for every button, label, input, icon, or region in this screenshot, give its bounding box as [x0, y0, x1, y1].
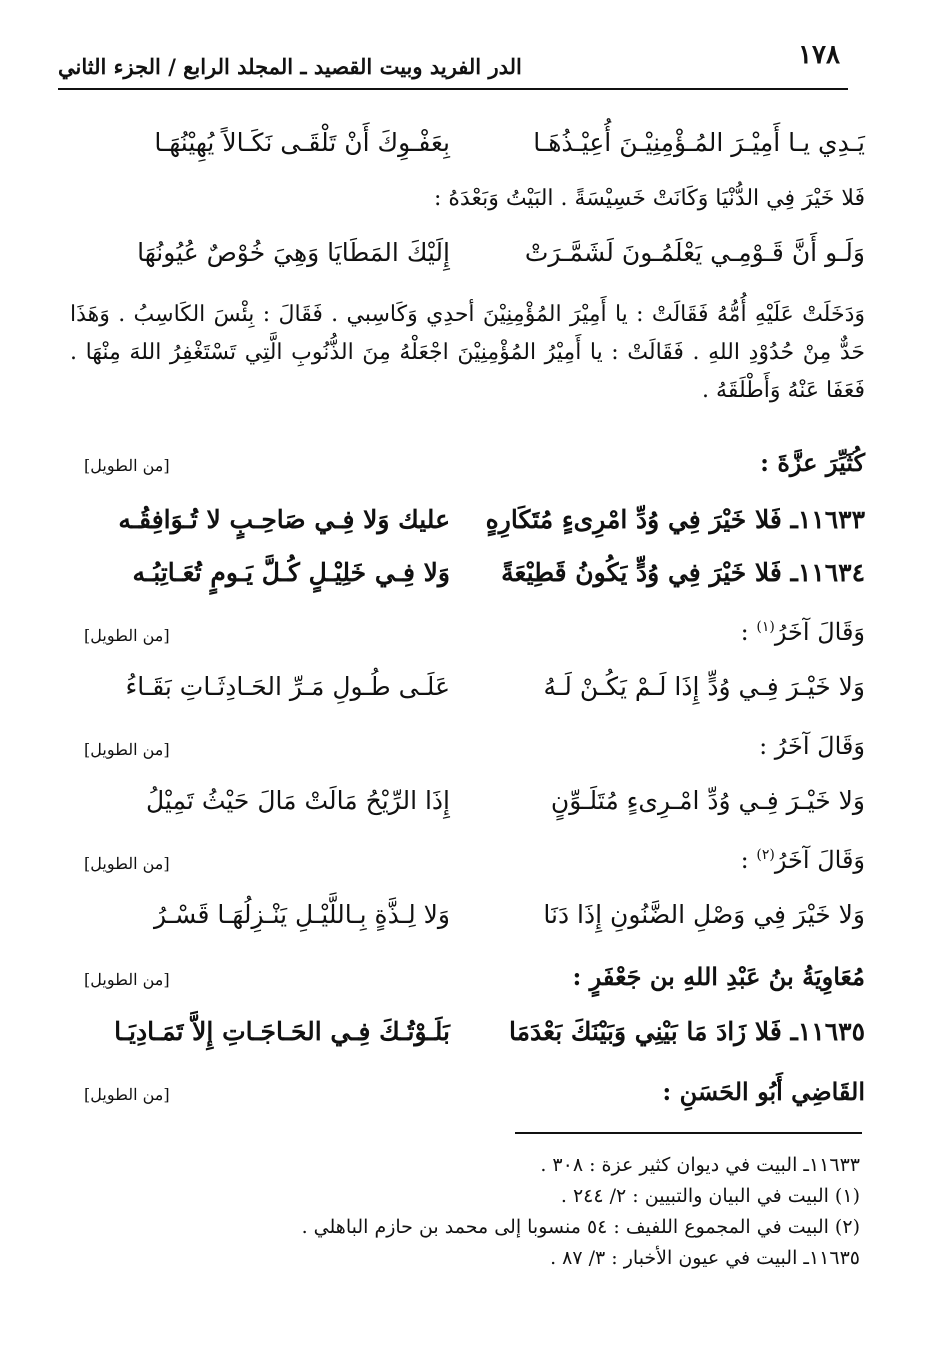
running-title: الدر الفريد وبيت القصيد ـ المجلد الرابع / الجزء الثاني	[58, 54, 522, 79]
poet-heading	[70, 448, 865, 488]
verse-first-hemistich	[475, 1017, 865, 1046]
page-header	[58, 40, 848, 90]
prose-paragraph: وَدَخَلَتْ عَلَيْهِ أُمُّهُ فَقَالَتْ : يا أَمِيْرَ المُؤْمِنِيْنَ أحدِي وَكَاسِبي . فَقَالَ : بِئْسَ الكَاسِبُ . وَهَذَا حَدٌّ مِنْ حُدُوْدِ اللهِ . فَقَالَتْ : يا أَمِيْرُ المُؤْمِنِيْنَ اجْعَلْهُ مِنَ الذُّنُوبِ الَّتِي تَسْتَغْفِرُ اللهَ مِنْهَا . فَعَفَا عَنْهُ وَأَطْلَقَهُ .	[70, 302, 865, 403]
poet-heading	[70, 846, 865, 886]
verse-number: ١١٦٣٤ـ	[790, 558, 865, 587]
poet-name: القَاضِي أَبُو الحَسَنِ :	[662, 1077, 865, 1106]
speaker-colon: :	[740, 846, 757, 874]
verse-second-hemistich: وَلا فِـي خَلِيْـلٍ كُـلَّ يَـومٍ تُعَـاتِبُـه	[132, 558, 450, 587]
verse-second-hemistich: عَلَـى طُـولِ مَـرِّ الحَـادِثَـاتِ بَقَـاءُ	[125, 672, 450, 701]
page-number: ١٧٨	[798, 40, 840, 70]
verse-second-hemistich: بَلَـوْتُـكَ فِـي الحَـاجَـاتِ إِلاَّ تَمَـادِيَـا	[114, 1017, 450, 1046]
verse-second-hemistich: إِلَيْكَ المَطَايَا وَهِيَ خُوْصٌ عُيُونُهَا	[137, 238, 450, 267]
verse-first-hemistich: يَـدِي يـا أَمِيْـرَ المُـؤْمِنِيْـنَ أُعِيْـذُهَـا	[533, 128, 865, 157]
prose-paragraph: فَلا خَيْرَ فِي الدُّنْيَا وَكَانَتْ خَسِيْسَةً . البَيْتُ وَبَعْدَهُ :	[434, 186, 865, 211]
footnote-divider	[515, 1132, 862, 1134]
poet-name: مُعَاوِيَةُ بنُ عَبْدِ اللهِ بن جَعْفَرٍ :	[572, 962, 865, 991]
verse-second-hemistich: عليك وَلا فِـي صَاحِـبٍ لا تُـوَافِقُـه	[118, 505, 450, 534]
footnote-marker: (٢)	[756, 847, 775, 863]
verse-text: فَلا خَيْرَ فِي وُدِّ امْرِىءٍ مُتَكَارِهٍ	[485, 505, 782, 534]
speaker-text: وَقَالَ آخَرُ	[774, 846, 865, 874]
verse-text: فَلا زَادَ مَا بَيْنِي وَبَيْنَكَ بَعْدَمَا	[509, 1017, 782, 1046]
footnotes	[80, 1150, 860, 1274]
meter-label: [من الطويل]	[84, 740, 170, 759]
verse-second-hemistich: إِذَا الرِّيْحُ مَالَتْ مَالَ حَيْثُ تَمِيْلُ	[146, 786, 450, 815]
speaker-colon: :	[740, 618, 757, 646]
verse-first-hemistich	[475, 505, 865, 534]
speaker-text: وَقَالَ آخَرُ	[774, 618, 865, 646]
verse-number: ١١٦٣٥ـ	[790, 1017, 865, 1046]
meter-label: [من الطويل]	[84, 854, 170, 873]
verse-second-hemistich: بِعَفْـوِكَ أَنْ تَلْقَـى نَكَـالاً يُهِيْنُهَـا	[154, 128, 450, 157]
verse-line	[70, 900, 865, 950]
verse-text: فَلا خَيْرَ فِي وُدٍّ يَكُونُ قَطِيْعَةً	[501, 558, 782, 587]
verse-first-hemistich: وَلا خَيْـرَ فِـي وُدٍّ إِذَا لَـمْ يَكُـنْ لَـهُ	[543, 672, 865, 701]
footnote-item: (١) البيت في البيان والتبيين : ٢/ ٢٤٤ .	[560, 1185, 860, 1207]
meter-label: [من الطويل]	[84, 970, 170, 989]
verse-line	[70, 786, 865, 836]
footnote-item: (٢) البيت في المجموع اللفيف : ٥٤ منسوبا إلى محمد بن حازم الباهلي .	[301, 1216, 860, 1238]
verse-number: ١١٦٣٣ـ	[790, 505, 865, 534]
verse-line	[70, 672, 865, 722]
meter-label: [من الطويل]	[84, 626, 170, 645]
numbered-verse	[70, 505, 865, 555]
poet-name	[741, 846, 865, 874]
meter-label: [من الطويل]	[84, 456, 170, 475]
footnote-marker: (١)	[756, 619, 775, 635]
poet-name	[741, 618, 865, 646]
meter-label: [من الطويل]	[84, 1085, 170, 1104]
verse-first-hemistich: وَلَـو أَنَّ قَـوْمِـي يَعْلَمُـونَ لَشَمَّـرَتْ	[524, 238, 865, 267]
verse-first-hemistich	[475, 558, 865, 587]
verse-first-hemistich: وَلا خَيْرَ فِي وَصْلِ الضَّنُونِ إِذَا دَنَا	[543, 900, 865, 929]
poet-name: كُثَيِّرَ عزَّةَ :	[760, 448, 865, 477]
verse-first-hemistich: وَلا خَيْـرَ فِـي وُدِّ امْـرِىءٍ مُتَلَـوِّنٍ	[550, 786, 865, 815]
footnote-item: ١١٦٣٥ـ البيت في عيون الأخبار : ٣/ ٨٧ .	[550, 1247, 860, 1269]
verse-line	[70, 238, 865, 288]
poet-name: وَقَالَ آخَرُ :	[759, 732, 865, 760]
verse-second-hemistich: وَلا لِـذَّةٍ بِـاللَّيْـلِ يَنْـزِلُهَـا قَسْـرُ	[154, 900, 450, 929]
poet-heading	[70, 1077, 865, 1117]
footnote-item: ١١٦٣٣ـ البيت في ديوان كثير عزة : ٣٠٨ .	[540, 1154, 860, 1176]
poet-heading	[70, 962, 865, 1002]
verse-line	[70, 128, 865, 178]
numbered-verse	[70, 558, 865, 608]
numbered-verse	[70, 1017, 865, 1067]
poet-heading	[70, 732, 865, 772]
poet-heading	[70, 618, 865, 658]
